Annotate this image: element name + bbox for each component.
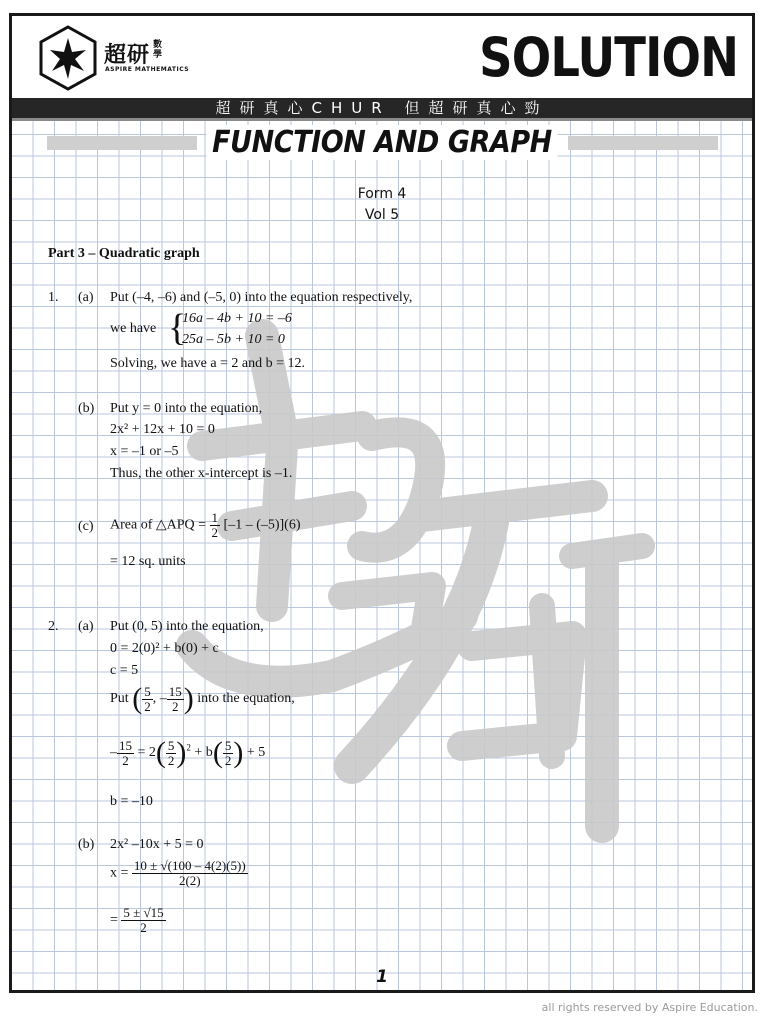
q2b-frac-n: 10 ± √(100 – 4(2)(5)) — [133, 858, 246, 873]
q2a-eq-frac2-n: 5 — [167, 737, 175, 753]
banner-strip — [12, 118, 752, 121]
q2a-pt-frac2 — [167, 685, 184, 714]
q2a-eq-frac2-d: 2 — [167, 752, 175, 768]
q2a-pt-n2: 15 — [168, 683, 182, 699]
q1b-line3: x = –1 or –5 — [110, 444, 179, 459]
q2a-eq-frac3 — [223, 739, 234, 768]
q1c-fraction — [210, 511, 221, 540]
q2a-pt-frac1 — [142, 685, 153, 714]
q1c-frac-num: 1 — [211, 510, 219, 525]
page-title-text: FUNCTION AND GRAPH — [207, 125, 557, 160]
q2b-frac-d: 2(2) — [178, 873, 201, 888]
q2b-fraction — [132, 859, 248, 888]
logo-subtitle: ASPIRE MATHEMATICS — [105, 66, 190, 73]
q2a-eq-d: 2 — [122, 752, 129, 768]
q2a-line1: Put (0, 5) into the equation, — [110, 619, 264, 634]
q2a-eq-end: + 5 — [246, 745, 266, 761]
q2a-eq-plus-b: + b — [194, 745, 213, 761]
q2a-b-value: b = –10 — [110, 794, 153, 809]
q2a-eq-frac2 — [166, 739, 177, 768]
q2b-line1: 2x² –10x + 5 = 0 — [110, 837, 204, 852]
q2a-eq-n: 15 — [119, 737, 132, 753]
q2a-equation — [110, 738, 265, 768]
watermark-logo — [172, 316, 662, 856]
q2a-pt-n1: 5 — [144, 683, 151, 699]
q2a-label: (a) — [78, 619, 94, 634]
page-number: 1 — [376, 967, 388, 987]
paren-close-2: ) — [176, 736, 187, 769]
q1a-eq2: 25a – 5b + 10 = 0 — [182, 332, 285, 347]
q1-number: 1. — [48, 290, 59, 305]
q2a-eq-square: 2 — [186, 742, 191, 753]
q2-number: 2. — [48, 619, 59, 634]
q2a-put-line — [110, 684, 295, 714]
paren-open: ( — [132, 682, 143, 715]
q2a-line3: c = 5 — [110, 663, 139, 678]
q1b-label: (b) — [78, 401, 95, 416]
q1c-post: [–1 – (–5)](6) — [223, 517, 301, 533]
q2a-into: into the equation, — [197, 691, 295, 707]
solution-heading: SOLUTION — [479, 26, 738, 89]
q2b-frac2-d: 2 — [140, 920, 147, 935]
paren-close-3: ) — [233, 736, 244, 769]
copyright-footer: all rights reserved by Aspire Education. — [541, 1001, 758, 1014]
slogan-banner: 超研真心CHUR 但超研真心勁 — [12, 98, 752, 118]
paren-open-3: ( — [212, 736, 223, 769]
q2a-eq-minus: – — [110, 745, 117, 761]
q2b-formula — [110, 859, 248, 888]
q2b-fraction2 — [121, 906, 165, 935]
form-label: Form 4 — [357, 186, 407, 202]
logo-star-icon — [34, 24, 102, 92]
q1a-line1: Put (–4, –6) and (–5, 0) into the equation respectively, — [110, 290, 413, 305]
q2a-eq-frac — [117, 739, 134, 768]
q1c-line2: = 12 sq. units — [110, 554, 186, 569]
q1b-line1: Put y = 0 into the equation, — [110, 401, 263, 416]
q2a-pt-d1: 2 — [144, 698, 151, 714]
q1c-label: (c) — [78, 519, 94, 534]
q1c-line1 — [110, 511, 301, 540]
paren-open-2: ( — [155, 736, 166, 769]
q2b-eq: = — [110, 912, 118, 928]
paren-close: ) — [183, 682, 194, 715]
q1b-line4: Thus, the other x-intercept is –1. — [110, 466, 293, 481]
q2b-result — [110, 906, 166, 935]
page-title — [49, 125, 715, 160]
q1a-eq1: 16a – 4b + 10 = –6 — [182, 311, 292, 326]
q2a-pt-d2: 2 — [171, 698, 179, 714]
q2a-eq-frac3-n: 5 — [224, 737, 232, 753]
q1c-pre: Area of △APQ = — [110, 517, 207, 533]
logo-small-text: 數學 — [153, 40, 163, 60]
q1a-solve: Solving, we have a = 2 and b = 12. — [110, 356, 306, 371]
header — [12, 16, 752, 98]
q2a-put: Put — [110, 691, 129, 707]
logo-name: 超研 — [104, 43, 151, 68]
brace-icon: { — [168, 307, 187, 349]
q2a-eq-mid: = 2 — [137, 745, 156, 761]
q1a-label: (a) — [78, 290, 94, 305]
q1c-frac-den: 2 — [211, 525, 219, 540]
q2a-eq-frac3-d: 2 — [224, 752, 232, 768]
q2b-label: (b) — [78, 837, 95, 852]
vol-label: Vol 5 — [364, 207, 400, 223]
q2a-pt-sep: , – — [152, 691, 167, 707]
q2b-frac2-n: 5 ± √15 — [123, 905, 164, 920]
part-heading: Part 3 – Quadratic graph — [48, 246, 200, 261]
q2a-line2: 0 = 2(0)² + b(0) + c — [110, 641, 219, 656]
worksheet-page — [9, 13, 755, 993]
q1b-line2: 2x² + 12x + 10 = 0 — [110, 422, 215, 437]
q1a-wehave: we have — [110, 321, 157, 336]
q2b-x: x = — [110, 865, 129, 881]
